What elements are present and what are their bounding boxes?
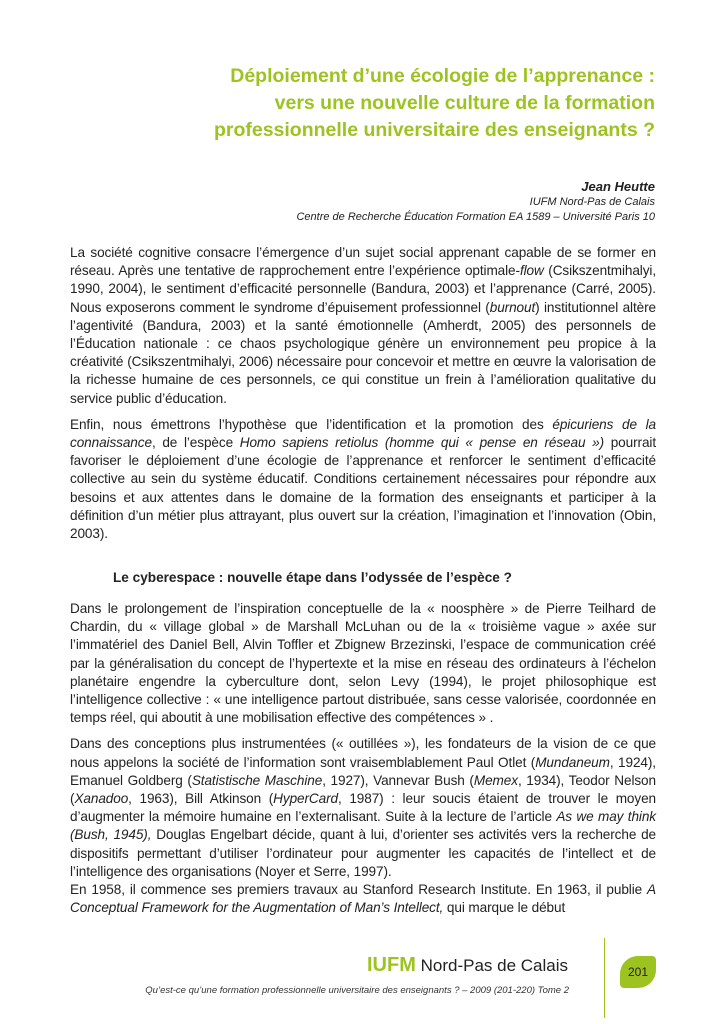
p1-text-c: ) institutionnel altère l’agentivité (Bandura, 2003) et la santé émotionnelle (Amherdt, 2005) des personnels de l’Éducation nationale : ce chaos psychologique génère un environnement peu propice à la créativité (Csikszentmihalyi, 2006) nécessaire pour concevoir et mettre en œuvre la valorisation de la richesse humaine de ces personnels, ce qui constitue un frein à l’amélioration qualitative du service public d’éducation. [70,299,656,406]
p2-text-c: pourrait favoriser le déploiement d’une écologie de l’apprenance et renforcer le sentiment d’efficacité collective au sein du système éducatif. Conditions certainement nécessaires pour répondre aux besoins et aux attentes dans le domaine de la formation des enseignants et participer à la définition d’un métier plus attrayant, plus ouvert sur la création, l’imagination et l’innovation (Obin, 2003). [70,435,656,542]
title-line-2: vers une nouvelle culture de la formation [274,92,655,114]
footer-divider [604,938,605,1018]
p1-text-b: (Csikszentmihalyi, 1990, 2004), le sentiment d’efficacité personnelle (Bandura, 2003) et l’apprenance (Carré, 2005). Nous exposerons comment le syndrome d’épuisement professionnel ( [70,263,656,315]
p5-text-b: qui marque le début [443,900,566,916]
footer-caption: Qu’est-ce qu’une formation professionnelle universitaire des enseignants ? – 2009 (201-220) Tome 2 [145,985,569,996]
p4-hypercard: HyperCard [273,791,338,807]
page-number: 201 [627,965,649,979]
section-heading: Le cyberespace : nouvelle étape dans l’odyssée de l’espèce ? [113,570,512,585]
paragraph-1 [70,244,656,408]
p4-text-d: , 1934), Teodor Nelson ( [70,772,656,807]
paragraph-5 [70,881,656,917]
p4-text-g: Douglas Engelbart décide, quant à lui, d’orienter ses activités vers la recherche de dispositifs permettant d’utiliser l’ordinateur pour augmenter les capacités de l’intellect et de l’intelligence des organisations (Noyer et Serre, 1997). [70,827,657,879]
p4-xanadoo: Xanadoo [74,791,129,807]
p4-text-b: , 1924), Emanuel Goldberg ( [70,754,656,788]
title-line-3: professionnelle universitaire des enseignants ? [213,119,655,141]
region-text: Nord-Pas de Calais [415,956,568,975]
p2-homo-term: Homo sapiens retiolus (homme qui « pense en réseau ») [239,435,604,451]
author-affiliation-2: Centre de Recherche Éducation Formation EA 1589 – Université Paris 10 [296,211,655,223]
p1-text-a: La société cognitive consacre l’émergence d’un sujet social apprenant capable de se former en réseau. Après une tentative de rapprochement entre l’expérience optimale- [70,245,656,279]
p1-burnout-term: burnout [489,299,536,315]
section-body [70,600,656,917]
p4-as-we-may-think: As we may think (Bush, 1945), [70,809,656,843]
p4-mundaneum: Mundaneum [535,754,610,770]
p5-framework-title: A Conceptual Framework for the Augmentation of Man’s Intellect, [70,882,656,916]
p2-text-b: , de l’espèce [151,435,240,451]
title-line-1: Déploiement d’une écologie de l’apprenance : [230,65,655,87]
author-block [200,178,655,225]
p1-flow-term: flow [519,263,544,279]
p4-text-c: , 1927), Vannevar Bush ( [322,772,474,788]
page-number-badge [620,956,656,988]
p4-text-f: , 1987) : leur soucis étaient de trouver le moyen d’augmenter la mémoire humaine en l’externalisant. Suite à la lecture de l’article [70,791,656,825]
article-title [130,63,655,144]
paragraph-2 [70,416,656,543]
paragraph-3: Dans le prolongement de l’inspiration conceptuelle de la « noosphère » de Pierre Teilhard de Chardin, du « village global » de Marshall McLuhan ou de la « troisième vague » axée sur l’immatériel des Daniel Bell, Alvin Toffler et Zbignew Brzezinski, l’espace de communication créé par la généralisation du concept de l’hypertexte et la mise en réseau des ordinateurs à l’échelon planétaire engendre la cyberculture dont, selon Levy (1994), le projet philosophique est l’intelligence collective : « une intelligence partout distribuée, sans cesse valorisée, coordonnée en temps réel, qui aboutit à une mobilisation effective des compétences » . [70,601,656,726]
p4-statistische: Statistische Maschine [191,772,323,788]
p4-memex: Memex [473,772,518,788]
iufm-logo-text: IUFM [366,954,416,976]
p5-text-a: En 1958, il commence ses premiers travaux au Stanford Research Institute. En 1963, il publie [70,882,648,898]
author-affiliation-1: IUFM Nord-Pas de Calais [529,196,655,208]
paragraph-4 [70,735,656,881]
author-name: Jean Heutte [581,179,655,194]
p2-text-a: Enfin, nous émettrons l’hypothèse que l’identification et la promotion des [70,416,553,432]
abstract-block [70,244,656,551]
footer-brand [350,954,568,977]
p2-epicuriens-term: épicuriens de la connaissance [70,416,656,451]
p4-text-e: , 1963), Bill Atkinson ( [128,791,274,807]
p4-text-a: Dans des conceptions plus instrumentées (« outillées »), les fondateurs de la vision de ce que nous appelons la société de l’information sont vraisemblablement Paul Otlet ( [70,736,656,770]
